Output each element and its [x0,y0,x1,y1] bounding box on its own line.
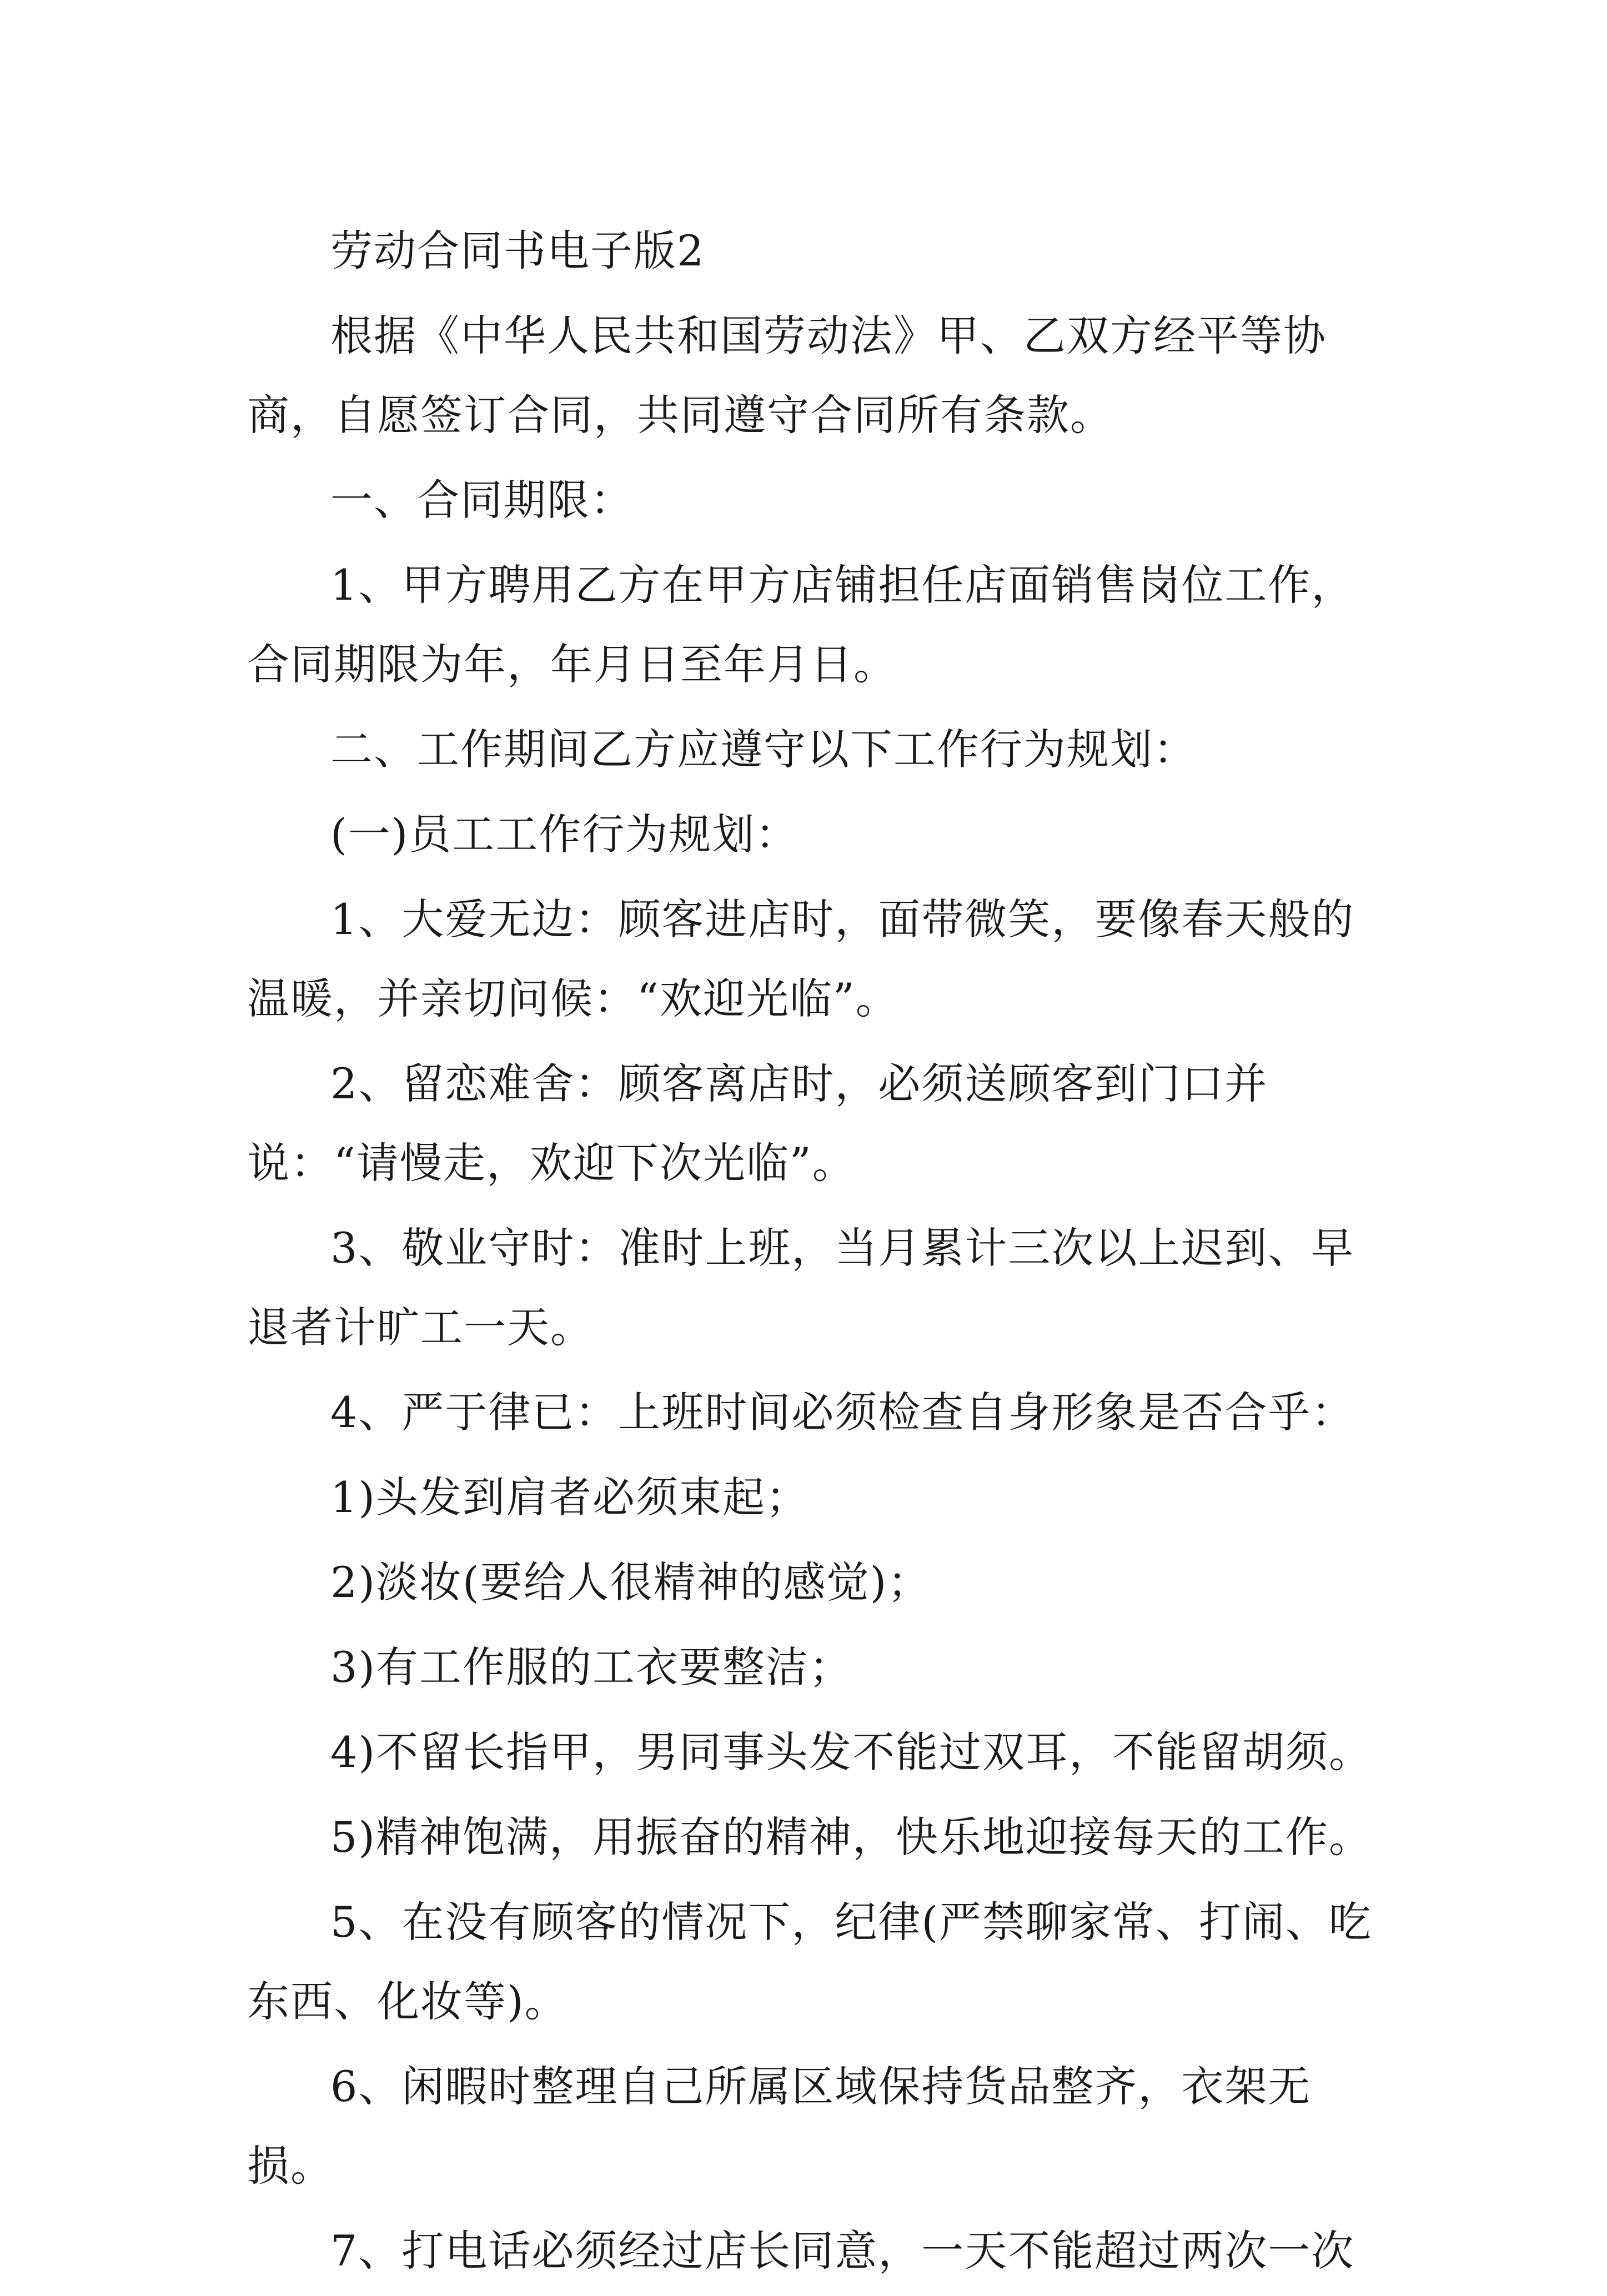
list-item-rule-4-1: 1)头发到肩者必须束起； [330,1473,810,1522]
section-heading-contract-term: 一、合同期限： [330,475,634,525]
paragraph-rule-7: 7、打电话必须经过店长同意，一天不能超过两次一次 [330,2226,1355,2275]
subsection-heading-conduct: (一)员工工作行为规划： [330,810,799,859]
paragraph-rule-2: 2、留恋难舍：顾客离店时，必须送顾客到门口并说：“请慢走，欢迎下次光临”。 [247,1059,1268,1188]
paragraph-rule-3: 3、敬业守时：准时上班，当月累计三次以上迟到、早退者计旷工一天。 [247,1223,1355,1352]
list-item-rule-4-4: 4)不留长指甲，男同事头发不能过双耳，不能留胡须。 [330,1727,1373,1777]
paragraph-rule-6: 6、闲暇时整理自己所属区域保持货品整齐，衣架无损。 [247,2062,1312,2191]
paragraph-rule-4: 4、严于律已：上班时间必须检查自身形象是否合乎： [330,1388,1355,1437]
list-item-rule-4-5: 5)精神饱满，用振奋的精神，快乐地迎接每天的工作。 [330,1812,1373,1862]
paragraph-rule-1: 1、大爱无边：顾客进店时，面带微笑，要像春天般的温暖，并亲切问候：“欢迎光临”。 [247,895,1355,1023]
paragraph-term-1: 1、甲方聘用乙方在甲方店铺担任店面销售岗位工作，合同期限为年，年月日至年月日。 [247,560,1355,689]
paragraph-rule-5: 5、在没有顾客的情况下，纪律(严禁聊家常、打闹、吃东西、化妆等)。 [247,1897,1373,2026]
document-title: 劳动合同书电子版2 [330,226,705,275]
list-item-rule-4-3: 3)有工作服的工衣要整洁； [330,1642,853,1692]
list-item-rule-4-2: 2)淡妆(要给人很精神的感觉)； [330,1558,931,1607]
paragraph-preamble: 根据《中华人民共和国劳动法》甲、乙双方经平等协商，自愿签订合同，共同遵守合同所有条款。 [247,311,1327,440]
document-body [247,211,1385,2296]
section-heading-conduct: 二、工作期间乙方应遵守以下工作行为规划： [330,725,1197,774]
